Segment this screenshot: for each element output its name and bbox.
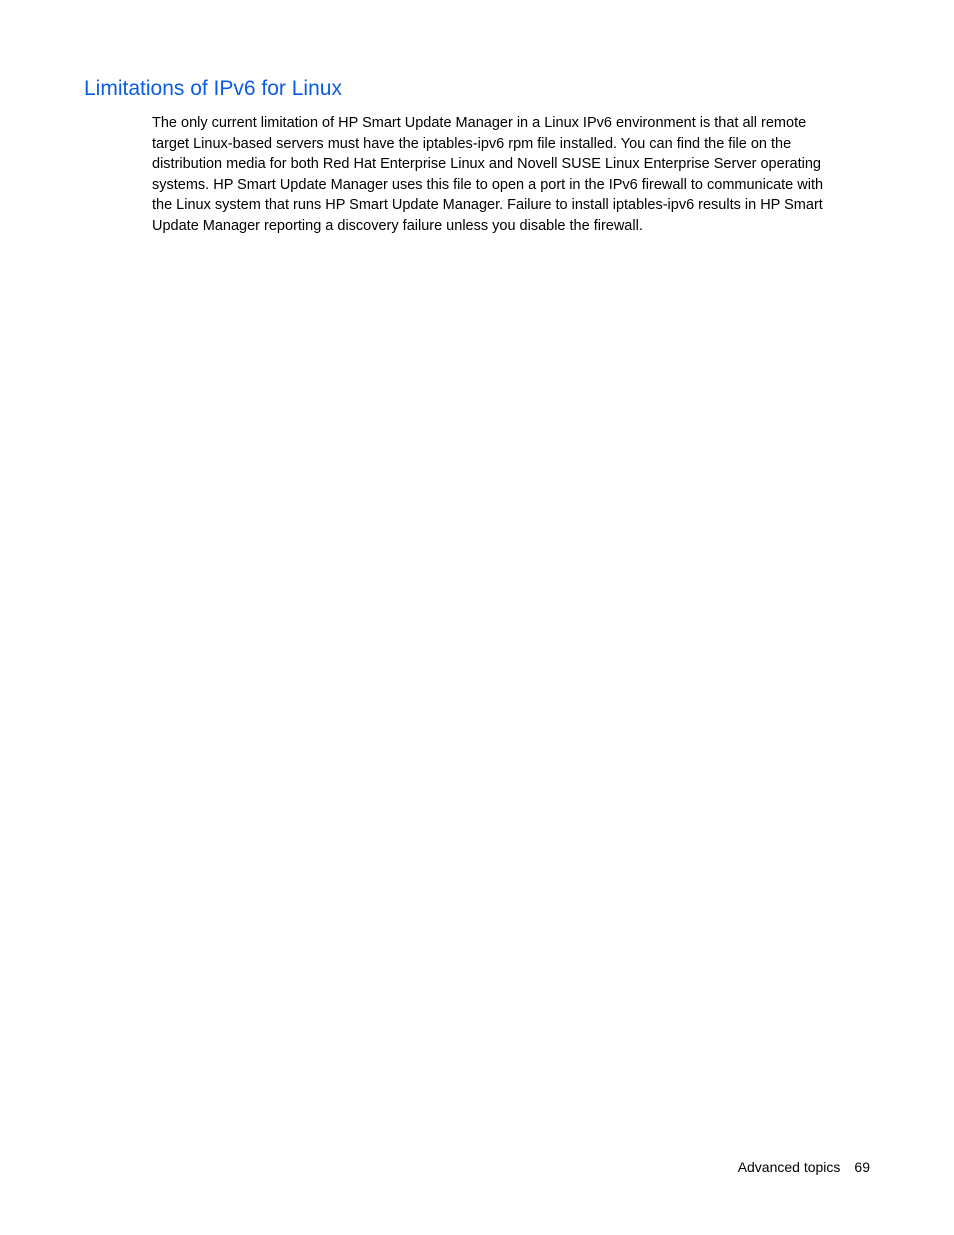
paragraph-line: distribution media for both Red Hat Enterprise Linux and Novell SUSE Linux Enterprise Server operating [152,156,821,173]
paragraph-line: The only current limitation of HP Smart Update Manager in a Linux IPv6 environment is that all remote [152,115,807,131]
paragraph-line: Update Manager reporting a discovery failure unless you disable the firewall. [152,217,643,234]
paragraph-line: target Linux-based servers must have the iptables-ipv6 rpm file installed. You can find the file on the [152,135,792,152]
section-heading: Limitations of IPv6 for Linux [84,77,342,100]
paragraph-line: the Linux system that runs HP Smart Update Manager. Failure to install iptables-ipv6 results in HP Smart [152,197,823,214]
page-footer [738,1157,870,1177]
footer-section-name: Advanced topics [737,1159,841,1175]
body-paragraph [152,113,862,237]
page-number: 69 [854,1159,870,1175]
paragraph-line: systems. HP Smart Update Manager uses this file to open a port in the IPv6 firewall to communicate with [152,176,824,193]
